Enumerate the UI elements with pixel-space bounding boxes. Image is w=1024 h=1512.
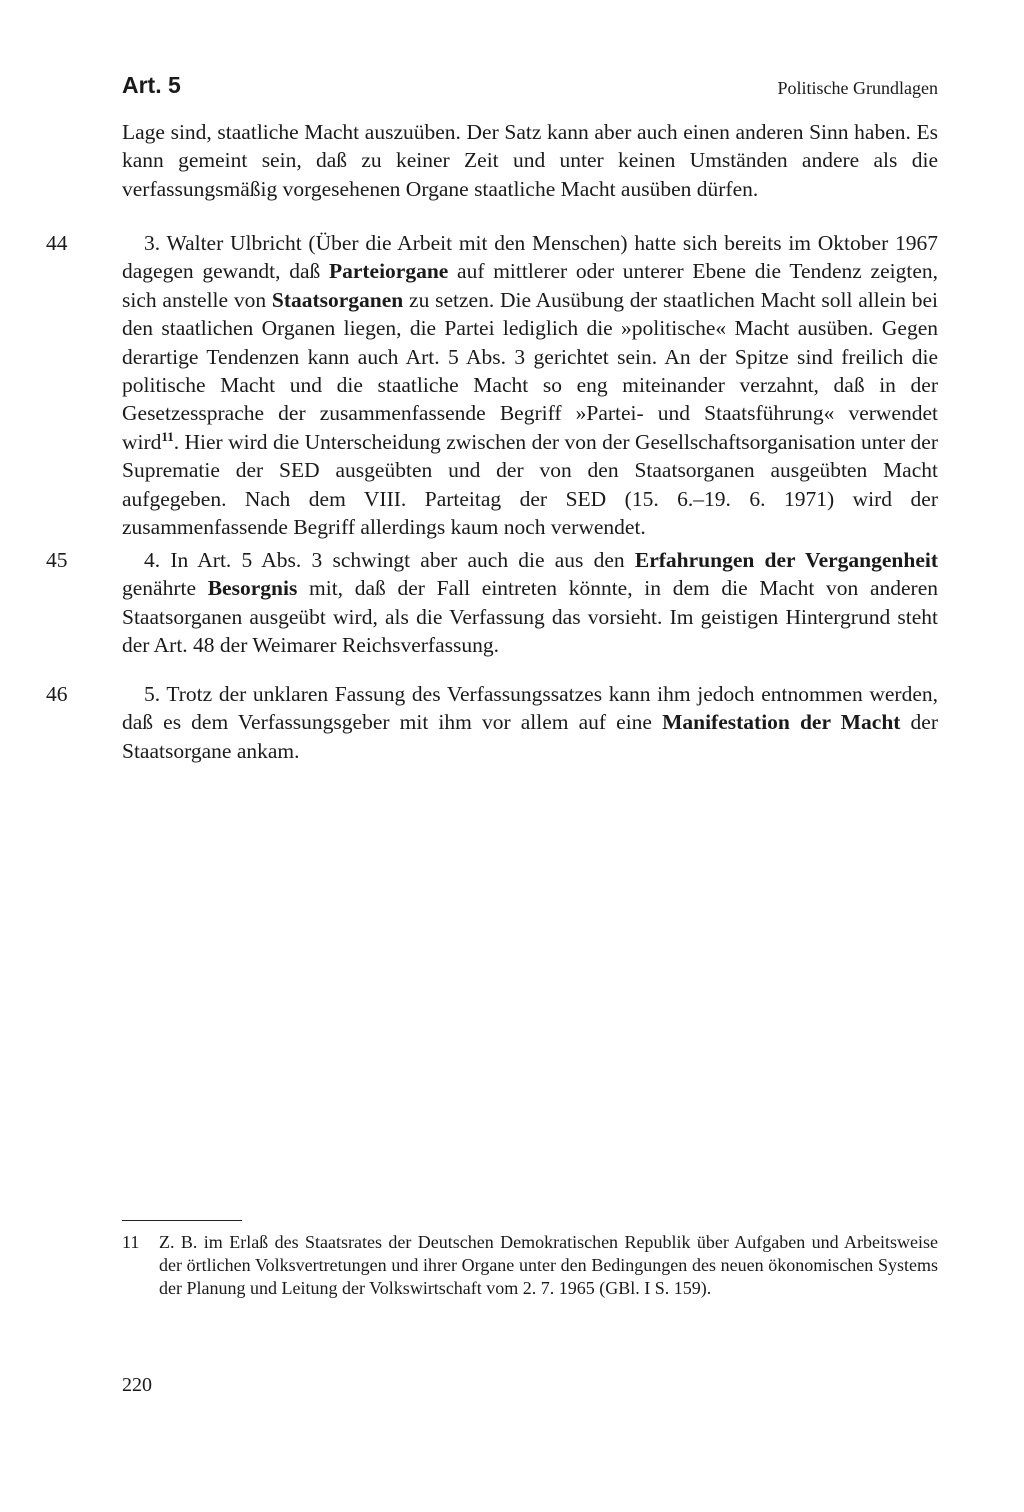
footnote-reference[interactable]: 11 [161,428,174,444]
margin-number-45: 45 [46,548,68,572]
emphasis-term: Staatsorganen [271,287,404,312]
article-heading: Art. 5 [122,72,181,98]
footnote-number: 11 [122,1232,140,1252]
emphasis-term: Besorgnis [207,576,298,601]
continuation-paragraph: Lage sind, staatliche Macht auszuüben. Der Satz kann aber auch einen anderen Sinn haben. Es kann gemeint sein, daß zu keiner Zeit und unter keinen Umständen andere als die verfassungsmäßig vorgesehenen Organe staatliche Macht ausüben dürfen. [122,120,938,201]
margin-number-44: 44 [46,231,68,255]
paragraph-text: . Hier wird die Unterscheidung zwischen der von der Gesellschaftsorganisation unter der Suprematie der SED ausgeübten und der von den Staatsorganen ausgeübten Macht aufgegeben. Nach dem VIII. Parteitag der SED (15. 6.–19. 6. 1971) wird der zusammenfassende Begriff allerdings kaum noch verwendet. [122,429,938,540]
emphasis-term: Manifestation der Macht [662,710,901,735]
paragraph-text: mit, daß der Fall eintreten könnte, in dem die Macht von anderen Staatsorganen ausgeübt wird, als die Verfassung das vorsieht. Im geistigen Hintergrund steht der Art. 48 der Weimarer Reichsverfassung. [122,576,938,658]
running-header-section-title: Politische Grundlagen [777,78,938,98]
paragraph-text: genährte [122,576,208,601]
paragraph-text: auf mittlerer oder unterer Ebene die Tendenz zeigten, sich anstelle von [122,259,938,312]
paragraph-44 [122,229,938,541]
paragraph-text: 5. Trotz der unklaren Fassung des Verfassungssatzes kann ihm jedoch entnommen werden, daß es dem Verfassungsgeber mit ihm vor allem auf eine [122,682,938,735]
emphasis-term: Erfahrungen der Vergangenheit [634,548,939,572]
paragraph-text: 4. In Art. 5 Abs. 3 schwingt aber auch die aus den [144,548,635,572]
page-number: 220 [122,1374,152,1396]
paragraph-text: 3. Walter Ulbricht (Über die Arbeit mit den Menschen) hatte sich bereits im Oktober 1967 dagegen gewandt, daß [122,231,938,284]
emphasis-term: Parteiorgane [328,259,449,284]
paragraph-text: zu setzen. Die Ausübung der staatlichen Macht soll allein bei den staatlichen Organen liegen, die Partei lediglich die »politische« Macht ausüben. Gegen derartige Tendenzen kann auch Art. 5 Abs. 3 gerichtet sein. An der Spitze sind freilich die politische Macht und die staatliche Macht so eng miteinander verzahnt, daß in der Gesetzessprache der zusammenfassende Begriff »Partei- und Staatsführung« verwendet wird [122,287,938,454]
paragraph-text: der Staatsorgane ankam. [122,710,938,763]
footnote-separator [122,1220,242,1221]
paragraph-45 [122,546,938,660]
footnote-text: Z. B. im Erlaß des Staatsrates der Deutschen Demokratischen Republik über Aufgaben und Arbeitsweise der örtlichen Volksvertretungen und ihrer Organe unter den Bedingungen des neuen ökonomischen Systems der Planung und Leitung der Volkswirtschaft vom 2. 7. 1965 (GBl. I S. 159). [159,1232,938,1298]
margin-number-46: 46 [46,682,68,706]
footnote-11 [122,1231,938,1300]
paragraph-46 [122,680,938,765]
